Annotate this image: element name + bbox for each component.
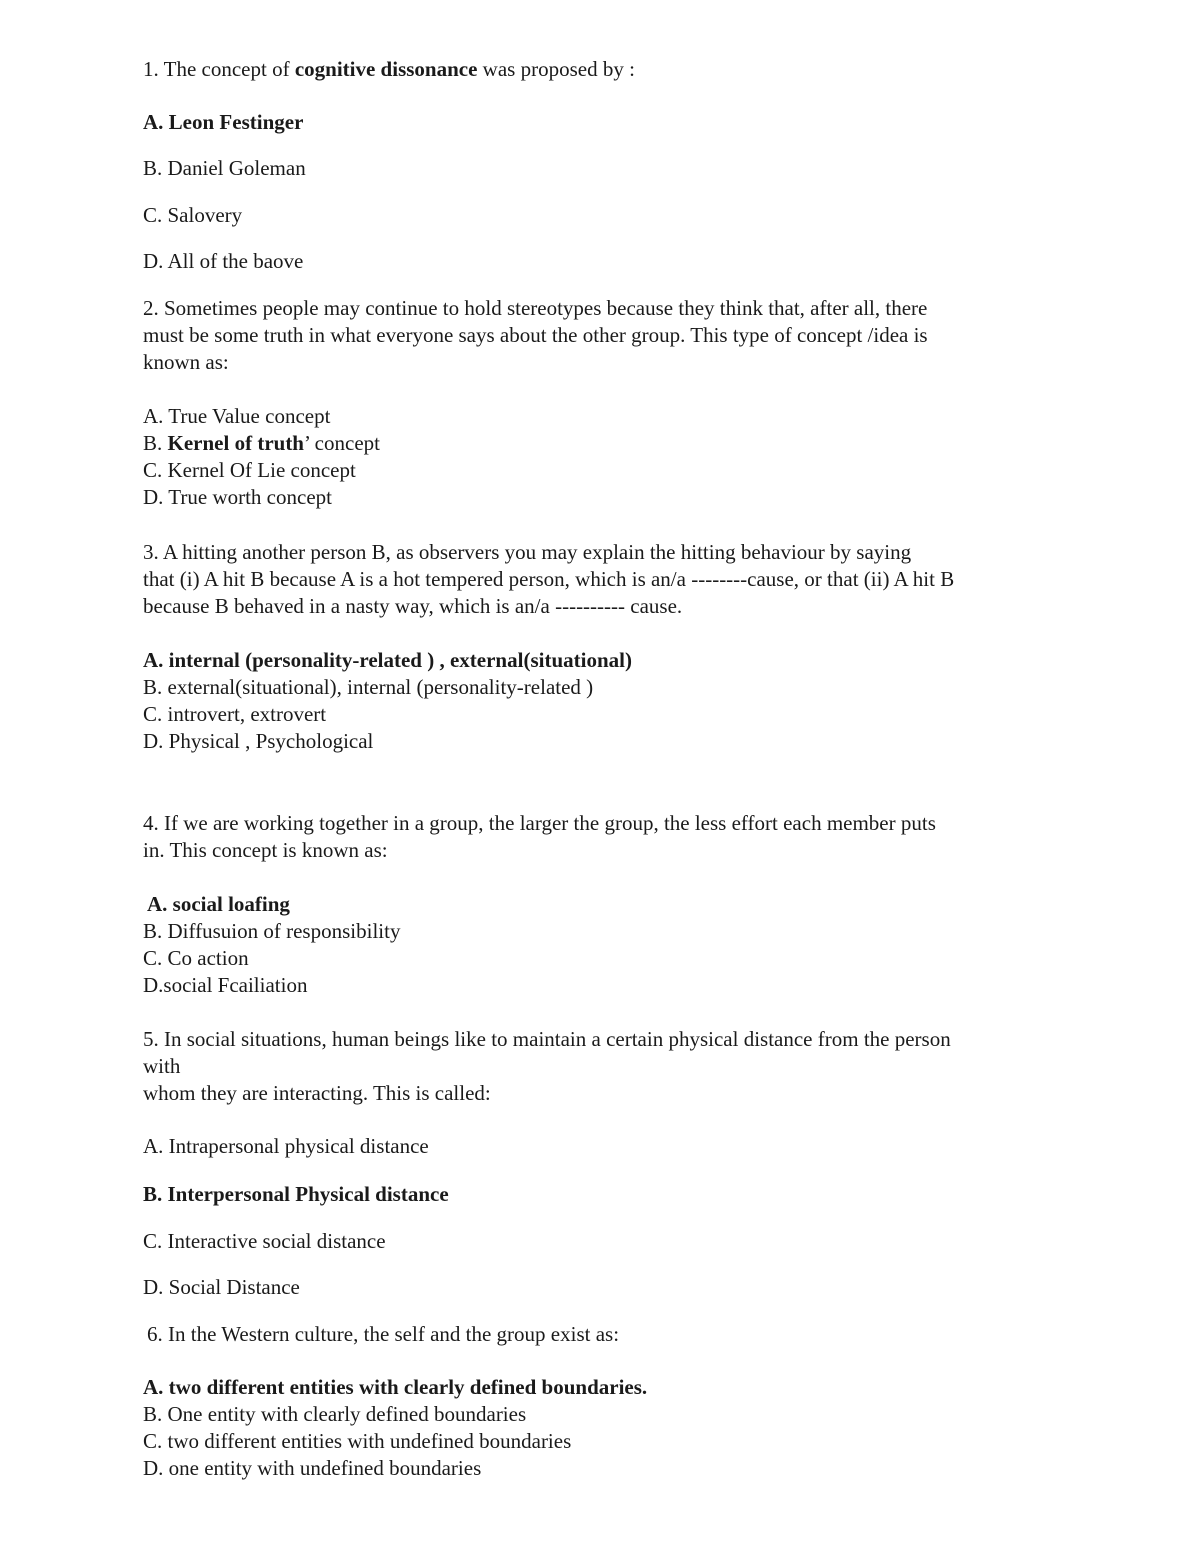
question-number: 1. — [143, 57, 159, 81]
stem-text: If we are working together in a group, the larger the group, the less effort each member puts — [164, 811, 936, 835]
question-6-option-b: B. One entity with clearly defined boundaries — [143, 1402, 527, 1426]
question-2-option-a: A. True Value concept — [143, 404, 331, 428]
question-5-option-b: B. Interpersonal Physical distance — [143, 1182, 449, 1206]
question-2-stem-line-1 — [143, 295, 927, 322]
question-3-option-c: C. introvert, extrovert — [143, 702, 327, 726]
question-3-option-b: B. external(situational), internal (personality-related ) — [143, 675, 594, 699]
question-4-option-c: C. Co action — [143, 946, 249, 970]
question-5-stem-line-3: whom they are interacting. This is called: — [143, 1081, 491, 1105]
question-1-stem — [143, 56, 635, 83]
question-3-stem-line-3: because B behaved in a nasty way, which is an/a ---------- cause. — [143, 594, 683, 618]
question-4-stem-line-2: in. This concept is known as: — [143, 838, 388, 862]
question-number: 5. — [143, 1027, 159, 1051]
stem-text: was proposed by : — [477, 57, 635, 81]
question-4-option-b: B. Diffusuion of responsibility — [143, 919, 401, 943]
stem-text: A hitting another person B, as observers you may explain the hitting behaviour by saying — [162, 540, 912, 564]
option-text: ’ concept — [304, 431, 380, 455]
stem-text: Sometimes people may continue to hold stereotypes because they think that, after all, there — [164, 296, 928, 320]
question-2-option-b — [143, 430, 380, 457]
question-4-stem-line-1 — [143, 810, 936, 837]
question-3-option-d: D. Physical , Psychological — [143, 729, 374, 753]
question-number: 4. — [143, 811, 159, 835]
question-4-option-d: D.social Fcailiation — [143, 973, 308, 997]
question-1-option-a: A. Leon Festinger — [143, 110, 304, 134]
question-2-stem-line-2: must be some truth in what everyone says about the other group. This type of concept /idea is — [143, 323, 928, 347]
question-4-option-a: A. social loafing — [147, 892, 290, 916]
question-number: 6. — [147, 1322, 163, 1346]
question-6-stem — [147, 1321, 619, 1348]
question-1-option-c: C. Salovery — [143, 203, 243, 227]
question-2-option-d: D. True worth concept — [143, 485, 332, 509]
stem-text: In social situations, human beings like to maintain a certain physical distance from the person — [164, 1027, 951, 1051]
question-5-option-a: A. Intrapersonal physical distance — [143, 1134, 429, 1158]
question-5-stem-line-2: with — [143, 1054, 181, 1078]
question-3-option-a: A. internal (personality-related ) , external(situational) — [143, 648, 632, 672]
option-letter: B. — [143, 431, 168, 455]
stem-key-term: cognitive dissonance — [294, 57, 478, 81]
question-1-option-b: B. Daniel Goleman — [143, 156, 306, 180]
question-1-option-d: D. All of the baove — [143, 249, 304, 273]
stem-text: The concept of — [163, 57, 295, 81]
question-3-stem-line-2: that (i) A hit B because A is a hot tempered person, which is an/a --------cause, or that (ii) A hit B — [143, 567, 955, 591]
question-6-option-d: D. one entity with undefined boundaries — [143, 1456, 482, 1480]
question-2-option-c: C. Kernel Of Lie concept — [143, 458, 356, 482]
question-6-option-a: A. two different entities with clearly defined boundaries. — [143, 1375, 648, 1399]
question-5-stem-line-1 — [143, 1026, 951, 1053]
question-6-option-c: C. two different entities with undefined boundaries — [143, 1429, 572, 1453]
question-5-option-d: D. Social Distance — [143, 1275, 300, 1299]
question-number: 2. — [143, 296, 159, 320]
stem-text: In the Western culture, the self and the group exist as: — [168, 1322, 620, 1346]
question-number: 3. — [143, 540, 159, 564]
question-3-stem-line-1 — [143, 539, 911, 566]
question-2-stem-line-3: known as: — [143, 350, 229, 374]
option-key-term: Kernel of truth — [167, 431, 304, 455]
question-5-option-c: C. Interactive social distance — [143, 1229, 386, 1253]
